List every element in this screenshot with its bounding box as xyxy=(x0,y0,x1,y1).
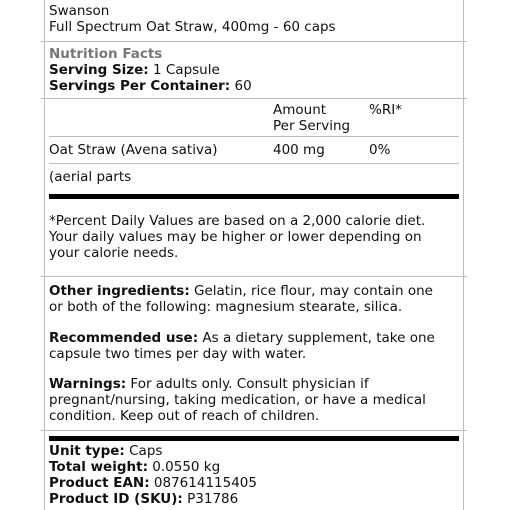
other-ingredients-label: Other ingredients: xyxy=(49,283,190,299)
thick-divider-bottom xyxy=(49,436,459,441)
amount-header-line2: Per Serving xyxy=(273,118,351,134)
warnings-text: For adults only. Consult physician if xyxy=(126,376,369,392)
product-title: Full Spectrum Oat Straw, 400mg - 60 caps xyxy=(49,19,336,35)
unit-type-value: Caps xyxy=(124,443,163,459)
thick-divider-top xyxy=(49,194,459,199)
table-header-divider xyxy=(49,136,459,137)
servings-label: Servings Per Container: xyxy=(49,78,231,94)
table-header xyxy=(49,102,459,134)
product-header xyxy=(49,3,459,35)
recommended-use-label: Recommended use: xyxy=(49,330,199,346)
unit-type xyxy=(49,443,459,459)
amount-header-line1: Amount xyxy=(273,102,327,118)
ri-header: %RI* xyxy=(369,102,402,118)
product-ean-value: 087614115405 xyxy=(149,475,257,491)
footnote-line: your calorie needs. xyxy=(49,245,179,261)
header-divider xyxy=(41,41,467,42)
table-row-divider xyxy=(49,163,459,164)
product-sku xyxy=(49,491,459,507)
nutrition-facts-header xyxy=(49,46,459,94)
table-row-note xyxy=(49,169,459,185)
nutrient-amount: 400 mg xyxy=(273,142,325,158)
facts-divider xyxy=(41,98,467,99)
nutrient-ri: 0% xyxy=(369,142,391,158)
other-ingredients-text-2: or both of the following: magnesium stearate, silica. xyxy=(49,299,403,315)
total-weight-value: 0.0550 kg xyxy=(147,459,221,475)
other-ingredients-text: Gelatin, rice flour, may contain one xyxy=(189,283,433,299)
product-ean xyxy=(49,475,459,491)
table-row xyxy=(49,142,459,158)
info-divider xyxy=(41,430,467,431)
nutrient-note: (aerial parts xyxy=(49,169,132,185)
recommended-use-text: As a dietary supplement, take one xyxy=(198,330,435,346)
other-ingredients xyxy=(49,283,459,315)
warnings-label: Warnings: xyxy=(49,376,127,392)
servings-per-container xyxy=(49,78,459,94)
amount-header xyxy=(273,102,350,134)
footnote-line: Your daily values may be higher or lower depending on xyxy=(49,229,422,245)
product-sku-label: Product ID (SKU): xyxy=(49,491,183,507)
serving-size-label: Serving Size: xyxy=(49,62,149,78)
unit-type-label: Unit type: xyxy=(49,443,125,459)
serving-size-value: 1 Capsule xyxy=(153,62,220,78)
total-weight xyxy=(49,459,459,475)
recommended-use-text-2: capsule two times per day with water. xyxy=(49,346,307,362)
product-details xyxy=(49,443,459,507)
brand-name: Swanson xyxy=(49,3,110,19)
product-ean-label: Product EAN: xyxy=(49,475,150,491)
servings-value: 60 xyxy=(234,78,252,94)
total-weight-label: Total weight: xyxy=(49,459,148,475)
nutrition-facts-title: Nutrition Facts xyxy=(49,46,163,62)
daily-values-footnote xyxy=(49,213,459,261)
warnings-text-3: condition. Keep out of reach of children. xyxy=(49,408,320,424)
recommended-use xyxy=(49,330,459,362)
footnote-line: *Percent Daily Values are based on a 2,000 calorie diet. xyxy=(49,213,426,229)
serving-size xyxy=(49,62,459,78)
nutrient-name: Oat Straw (Avena sativa) xyxy=(49,142,218,158)
supplement-label xyxy=(44,0,464,510)
warnings xyxy=(49,376,459,424)
nutrient-table xyxy=(49,102,459,202)
product-sku-value: P31786 xyxy=(182,491,239,507)
footnote-divider xyxy=(41,276,467,277)
warnings-text-2: pregnant/nursing, taking medication, or have a medical xyxy=(49,392,426,408)
